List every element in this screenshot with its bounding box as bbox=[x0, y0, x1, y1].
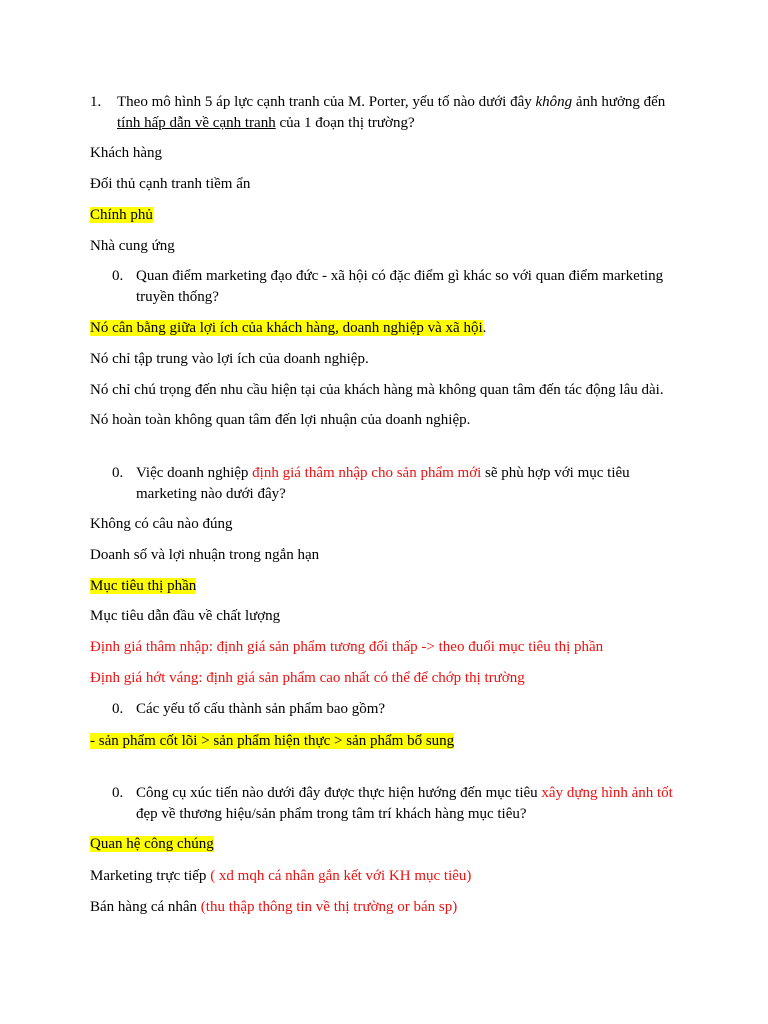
q3-answer-4: Mục tiêu dẫn đầu về chất lượng bbox=[90, 608, 281, 624]
question-2-text: Quan điểm marketing đạo đức - xã hội có đặc điểm gì khác so với quan điểm marketing truyền thống? bbox=[136, 268, 664, 305]
question-1 bbox=[90, 92, 690, 136]
q2-answer-1: Nó cân bằng giữa lợi ích của khách hàng, doanh nghiệp và xã hội. bbox=[90, 320, 487, 336]
q3-answer-1: Không có câu nào đúng bbox=[90, 516, 233, 532]
q3-answer-3 bbox=[90, 576, 196, 596]
question-5-text: Công cụ xúc tiến nào dưới đây được thực hiện hướng đến mục tiêu xây dựng hình ảnh tốt đẹp về thương hiệu/sản phẩm trong tâm trí khách hàng mục tiêu? bbox=[136, 785, 673, 822]
q3-correct-answer: Mục tiêu thị phần bbox=[90, 578, 197, 594]
q1-answer-2: Đối thủ cạnh tranh tiềm ẩn bbox=[90, 176, 251, 192]
q1-answer-4: Nhà cung ứng bbox=[90, 238, 175, 254]
q2-correct-answer: Nó cân bằng giữa lợi ích của khách hàng, doanh nghiệp và xã hội bbox=[90, 320, 483, 336]
q2-answer-2: Nó chỉ tập trung vào lợi ích của doanh nghiệp. bbox=[90, 351, 369, 367]
q3-note-penetration: Định giá thâm nhập: định giá sản phẩm tương đối thấp -> theo đuổi mục tiêu thị phần bbox=[90, 639, 604, 655]
q3-note-skimming: Định giá hớt váng: định giá sản phẩm cao nhất có thể để chớp thị trường bbox=[90, 670, 525, 686]
question-2 bbox=[112, 266, 692, 310]
q4-correct-answer: - sản phẩm cốt lõi > sản phẩm hiện thực > sản phẩm bổ sung bbox=[90, 733, 455, 749]
q4-answer bbox=[90, 731, 454, 751]
question-3 bbox=[112, 463, 692, 507]
question-3-number: 0. bbox=[112, 465, 124, 481]
question-1-text: Theo mô hình 5 áp lực cạnh tranh của M. Porter, yếu tố nào dưới đây không ảnh hưởng đến tính hấp dẫn về cạnh tranh của 1 đoạn thị trường? bbox=[117, 94, 666, 131]
q5-answer-3-note: (thu thập thông tin về thị trường or bán sp) bbox=[197, 899, 458, 915]
q5-correct-answer: Quan hệ công chúng bbox=[90, 836, 214, 852]
q1-answer-3 bbox=[90, 205, 153, 225]
q1-answer-1: Khách hàng bbox=[90, 145, 163, 161]
q5-answer-2-note: ( xd mqh cá nhân gắn kết với KH mục tiêu) bbox=[206, 868, 472, 884]
question-3-text: Việc doanh nghiệp định giá thâm nhập cho sản phẩm mới sẽ phù hợp với mục tiêu marketing nào dưới đây? bbox=[136, 465, 630, 502]
question-4 bbox=[112, 699, 692, 721]
q1-correct-answer: Chính phủ bbox=[90, 207, 153, 223]
question-4-text: Các yếu tố cấu thành sản phẩm bao gồm? bbox=[136, 701, 386, 717]
q5-answer-3: Bán hàng cá nhân (thu thập thông tin về thị trường or bán sp) bbox=[90, 899, 458, 915]
q3-answer-2: Doanh số và lợi nhuận trong ngắn hạn bbox=[90, 547, 320, 563]
q5-answer-1 bbox=[90, 834, 214, 854]
question-2-number: 0. bbox=[112, 268, 124, 284]
question-5-number: 0. bbox=[112, 785, 124, 801]
q5-answer-2: Marketing trực tiếp ( xd mqh cá nhân gắn kết với KH mục tiêu) bbox=[90, 868, 472, 884]
question-1-number: 1. bbox=[90, 94, 102, 110]
q2-answer-4: Nó hoàn toàn không quan tâm đến lợi nhuận của doanh nghiệp. bbox=[90, 412, 471, 428]
question-5 bbox=[112, 783, 692, 827]
question-4-number: 0. bbox=[112, 701, 124, 717]
q2-answer-3: Nó chỉ chú trọng đến nhu cầu hiện tại của khách hàng mà không quan tâm đến tác động lâu dài. bbox=[90, 382, 664, 398]
